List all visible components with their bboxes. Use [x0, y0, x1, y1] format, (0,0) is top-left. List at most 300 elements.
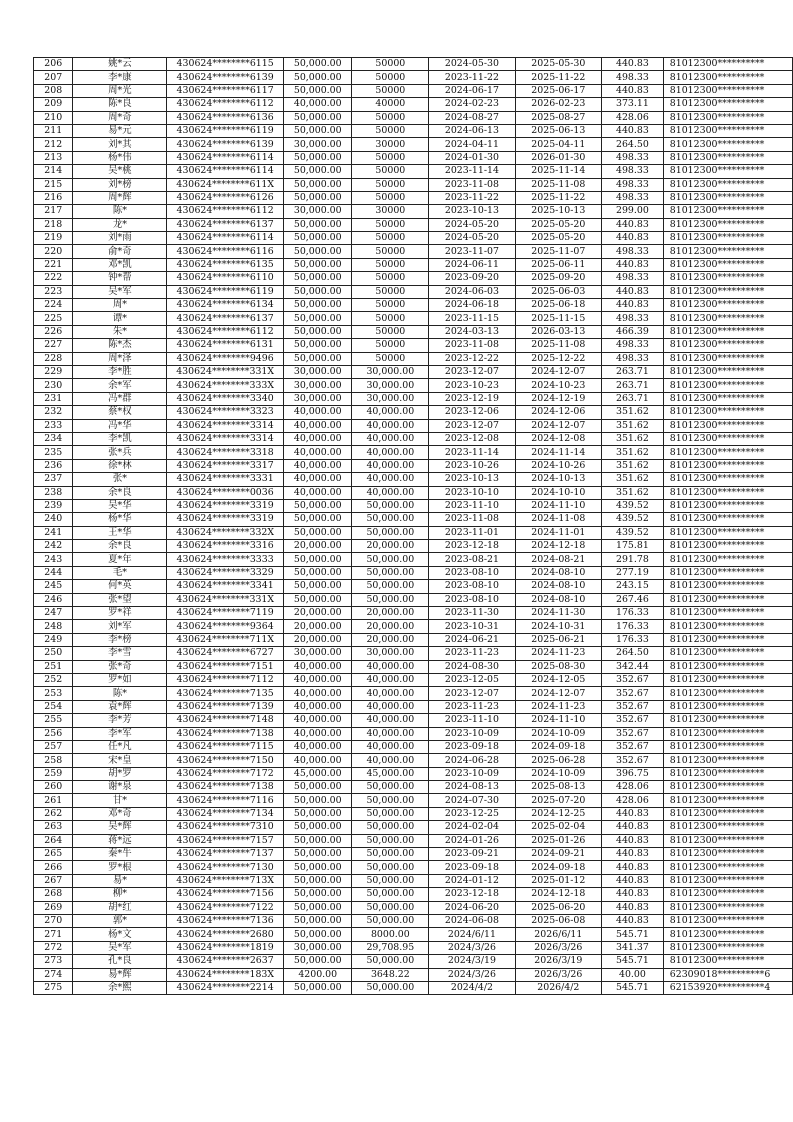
cell-balance: 50000 [352, 58, 429, 71]
cell-interest: 176.33 [602, 633, 664, 646]
cell-loan-amount: 40,000.00 [283, 714, 352, 727]
cell-id-number: 430624********0036 [167, 486, 284, 499]
cell-balance: 20,000.00 [352, 620, 429, 633]
cell-interest: 352.67 [602, 700, 664, 713]
cell-id-number: 430624********6114 [167, 232, 284, 245]
cell-end-date: 2025-08-13 [515, 781, 601, 794]
cell-account-number: 81012300********** [663, 191, 792, 204]
cell-loan-amount: 4200.00 [283, 968, 352, 981]
cell-borrower-name: 李*榜 [73, 633, 167, 646]
cell-balance: 40,000.00 [352, 486, 429, 499]
cell-account-number: 81012300********** [663, 486, 792, 499]
cell-start-date: 2023-10-13 [429, 473, 515, 486]
cell-row-number: 221 [34, 258, 73, 271]
cell-interest: 176.33 [602, 607, 664, 620]
cell-account-number: 81012300********** [663, 124, 792, 137]
cell-interest: 498.33 [602, 178, 664, 191]
cell-end-date: 2025-11-08 [515, 339, 601, 352]
cell-interest: 264.50 [602, 647, 664, 660]
cell-interest: 440.83 [602, 84, 664, 97]
cell-loan-amount: 50,000.00 [283, 285, 352, 298]
cell-start-date: 2023-12-07 [429, 365, 515, 378]
cell-borrower-name: 李*康 [73, 71, 167, 84]
table-row [34, 580, 793, 593]
cell-account-number: 81012300********** [663, 714, 792, 727]
table-row [34, 821, 793, 834]
cell-account-number: 81012300********** [663, 647, 792, 660]
cell-end-date: 2026-01-30 [515, 151, 601, 164]
cell-loan-amount: 50,000.00 [283, 151, 352, 164]
table-row [34, 151, 793, 164]
cell-row-number: 248 [34, 620, 73, 633]
cell-account-number: 81012300********** [663, 673, 792, 686]
loan-table [33, 57, 793, 995]
table-row [34, 165, 793, 178]
cell-balance: 50,000.00 [352, 513, 429, 526]
cell-interest: 175.81 [602, 540, 664, 553]
cell-interest: 545.71 [602, 928, 664, 941]
cell-loan-amount: 50,000.00 [283, 888, 352, 901]
cell-borrower-name: 易* [73, 874, 167, 887]
cell-borrower-name: 龙* [73, 218, 167, 231]
cell-end-date: 2024-12-25 [515, 807, 601, 820]
cell-loan-amount: 50,000.00 [283, 218, 352, 231]
table-row [34, 84, 793, 97]
cell-start-date: 2024-02-23 [429, 98, 515, 111]
cell-row-number: 219 [34, 232, 73, 245]
cell-end-date: 2024-08-21 [515, 553, 601, 566]
cell-row-number: 244 [34, 566, 73, 579]
cell-borrower-name: 吴*辉 [73, 821, 167, 834]
cell-balance: 40,000.00 [352, 727, 429, 740]
cell-balance: 40,000.00 [352, 406, 429, 419]
cell-borrower-name: 王*华 [73, 526, 167, 539]
cell-start-date: 2024-05-30 [429, 58, 515, 71]
table-row [34, 58, 793, 71]
cell-borrower-name: 俞*奇 [73, 245, 167, 258]
cell-balance: 50000 [352, 312, 429, 325]
cell-interest: 440.83 [602, 58, 664, 71]
table-row [34, 285, 793, 298]
table-row [34, 526, 793, 539]
cell-id-number: 430624********7130 [167, 861, 284, 874]
cell-borrower-name: 钟*帮 [73, 272, 167, 285]
cell-interest: 440.83 [602, 848, 664, 861]
cell-interest: 440.83 [602, 888, 664, 901]
cell-borrower-name: 吴*桃 [73, 165, 167, 178]
cell-end-date: 2025-06-20 [515, 901, 601, 914]
cell-interest: 440.83 [602, 299, 664, 312]
cell-loan-amount: 50,000.00 [283, 781, 352, 794]
cell-interest: 351.62 [602, 486, 664, 499]
cell-interest: 428.06 [602, 781, 664, 794]
cell-id-number: 430624********3319 [167, 513, 284, 526]
cell-balance: 40,000.00 [352, 673, 429, 686]
cell-row-number: 213 [34, 151, 73, 164]
cell-id-number: 430624********7138 [167, 727, 284, 740]
cell-end-date: 2024-09-21 [515, 848, 601, 861]
cell-borrower-name: 余*熙 [73, 981, 167, 994]
cell-loan-amount: 50,000.00 [283, 191, 352, 204]
cell-interest: 351.62 [602, 432, 664, 445]
cell-loan-amount: 50,000.00 [283, 352, 352, 365]
cell-balance: 8000.00 [352, 928, 429, 941]
cell-borrower-name: 杨*华 [73, 513, 167, 526]
cell-row-number: 234 [34, 432, 73, 445]
cell-account-number: 81012300********** [663, 941, 792, 954]
cell-start-date: 2024-05-20 [429, 218, 515, 231]
cell-start-date: 2023-12-18 [429, 540, 515, 553]
cell-row-number: 255 [34, 714, 73, 727]
cell-row-number: 241 [34, 526, 73, 539]
cell-balance: 50000 [352, 245, 429, 258]
cell-start-date: 2024-07-30 [429, 794, 515, 807]
table-row [34, 888, 793, 901]
cell-loan-amount: 50,000.00 [283, 834, 352, 847]
cell-id-number: 430624********6112 [167, 325, 284, 338]
cell-start-date: 2024-06-17 [429, 84, 515, 97]
cell-interest: 352.67 [602, 727, 664, 740]
cell-id-number: 430624********333X [167, 379, 284, 392]
cell-borrower-name: 刘*榜 [73, 178, 167, 191]
cell-loan-amount: 40,000.00 [283, 687, 352, 700]
cell-end-date: 2026-03-13 [515, 325, 601, 338]
cell-account-number: 81012300********** [663, 352, 792, 365]
cell-loan-amount: 20,000.00 [283, 620, 352, 633]
cell-account-number: 81012300********** [663, 915, 792, 928]
table-row [34, 848, 793, 861]
cell-id-number: 430624********7116 [167, 794, 284, 807]
cell-balance: 45,000.00 [352, 767, 429, 780]
cell-loan-amount: 30,000.00 [283, 647, 352, 660]
cell-id-number: 430624********6116 [167, 245, 284, 258]
cell-id-number: 430624********7115 [167, 740, 284, 753]
cell-interest: 498.33 [602, 191, 664, 204]
cell-end-date: 2024-08-10 [515, 580, 601, 593]
cell-account-number: 81012300********** [663, 754, 792, 767]
cell-account-number: 81012300********** [663, 245, 792, 258]
table-row [34, 687, 793, 700]
cell-row-number: 242 [34, 540, 73, 553]
cell-end-date: 2025-11-08 [515, 178, 601, 191]
cell-loan-amount: 40,000.00 [283, 740, 352, 753]
cell-row-number: 268 [34, 888, 73, 901]
cell-balance: 20,000.00 [352, 633, 429, 646]
cell-interest: 440.83 [602, 821, 664, 834]
cell-account-number: 81012300********** [663, 687, 792, 700]
table-row [34, 245, 793, 258]
cell-row-number: 212 [34, 138, 73, 151]
cell-interest: 440.83 [602, 901, 664, 914]
cell-loan-amount: 50,000.00 [283, 848, 352, 861]
cell-balance: 50,000.00 [352, 553, 429, 566]
cell-borrower-name: 张*奇 [73, 660, 167, 673]
cell-loan-amount: 45,000.00 [283, 767, 352, 780]
cell-balance: 50,000.00 [352, 888, 429, 901]
cell-id-number: 430624********6117 [167, 84, 284, 97]
cell-loan-amount: 50,000.00 [283, 58, 352, 71]
cell-start-date: 2024-06-20 [429, 901, 515, 914]
cell-account-number: 81012300********** [663, 767, 792, 780]
cell-borrower-name: 冯*华 [73, 419, 167, 432]
cell-row-number: 245 [34, 580, 73, 593]
cell-balance: 50000 [352, 325, 429, 338]
cell-start-date: 2023-10-26 [429, 459, 515, 472]
cell-balance: 50,000.00 [352, 915, 429, 928]
cell-start-date: 2024-06-13 [429, 124, 515, 137]
cell-row-number: 269 [34, 901, 73, 914]
cell-balance: 3648.22 [352, 968, 429, 981]
cell-account-number: 81012300********** [663, 633, 792, 646]
cell-end-date: 2024-12-08 [515, 432, 601, 445]
cell-borrower-name: 余*良 [73, 540, 167, 553]
cell-end-date: 2025-07-20 [515, 794, 601, 807]
cell-balance: 50000 [352, 339, 429, 352]
cell-row-number: 247 [34, 607, 73, 620]
cell-end-date: 2024-08-10 [515, 566, 601, 579]
cell-borrower-name: 罗*如 [73, 673, 167, 686]
table-row [34, 727, 793, 740]
cell-end-date: 2025-06-11 [515, 258, 601, 271]
cell-account-number: 62309018**********6 [663, 968, 792, 981]
cell-start-date: 2024/3/26 [429, 941, 515, 954]
table-row [34, 379, 793, 392]
cell-row-number: 246 [34, 593, 73, 606]
cell-balance: 40,000.00 [352, 660, 429, 673]
table-row [34, 807, 793, 820]
cell-start-date: 2023-11-10 [429, 714, 515, 727]
cell-interest: 264.50 [602, 138, 664, 151]
cell-account-number: 81012300********** [663, 821, 792, 834]
cell-end-date: 2025-06-18 [515, 299, 601, 312]
cell-balance: 50,000.00 [352, 861, 429, 874]
cell-end-date: 2025-06-21 [515, 633, 601, 646]
cell-loan-amount: 50,000.00 [283, 312, 352, 325]
cell-id-number: 430624********711X [167, 633, 284, 646]
cell-balance: 30000 [352, 205, 429, 218]
table-row [34, 446, 793, 459]
cell-balance: 50000 [352, 71, 429, 84]
cell-borrower-name: 李*芳 [73, 714, 167, 727]
cell-loan-amount: 50,000.00 [283, 513, 352, 526]
cell-account-number: 81012300********** [663, 218, 792, 231]
cell-account-number: 81012300********** [663, 888, 792, 901]
cell-interest: 40.00 [602, 968, 664, 981]
cell-account-number: 81012300********** [663, 446, 792, 459]
cell-id-number: 430624********6114 [167, 151, 284, 164]
cell-account-number: 81012300********** [663, 178, 792, 191]
cell-loan-amount: 50,000.00 [283, 299, 352, 312]
table-row [34, 205, 793, 218]
cell-borrower-name: 杨*伟 [73, 151, 167, 164]
cell-id-number: 430624********3317 [167, 459, 284, 472]
cell-start-date: 2023-10-31 [429, 620, 515, 633]
cell-loan-amount: 50,000.00 [283, 553, 352, 566]
cell-id-number: 430624********3333 [167, 553, 284, 566]
table-row [34, 459, 793, 472]
cell-interest: 440.83 [602, 874, 664, 887]
cell-row-number: 217 [34, 205, 73, 218]
cell-id-number: 430624********713X [167, 874, 284, 887]
cell-loan-amount: 50,000.00 [283, 71, 352, 84]
cell-balance: 30,000.00 [352, 392, 429, 405]
cell-id-number: 430624********3341 [167, 580, 284, 593]
cell-start-date: 2023-08-10 [429, 580, 515, 593]
table-row [34, 218, 793, 231]
cell-end-date: 2025-05-20 [515, 232, 601, 245]
cell-end-date: 2024-10-23 [515, 379, 601, 392]
cell-interest: 440.83 [602, 218, 664, 231]
cell-interest: 498.33 [602, 71, 664, 84]
table-row [34, 593, 793, 606]
cell-start-date: 2024-05-20 [429, 232, 515, 245]
cell-balance: 50,000.00 [352, 593, 429, 606]
cell-id-number: 430624********7137 [167, 848, 284, 861]
cell-end-date: 2024-11-14 [515, 446, 601, 459]
cell-start-date: 2023-11-23 [429, 647, 515, 660]
cell-interest: 176.33 [602, 620, 664, 633]
cell-end-date: 2025-04-11 [515, 138, 601, 151]
cell-start-date: 2024/6/11 [429, 928, 515, 941]
table-row [34, 124, 793, 137]
cell-id-number: 430624********3316 [167, 540, 284, 553]
cell-end-date: 2025-11-22 [515, 71, 601, 84]
cell-start-date: 2024-01-30 [429, 151, 515, 164]
cell-start-date: 2024-02-04 [429, 821, 515, 834]
table-row [34, 794, 793, 807]
cell-id-number: 430624********3340 [167, 392, 284, 405]
cell-id-number: 430624********6126 [167, 191, 284, 204]
cell-interest: 351.62 [602, 406, 664, 419]
cell-loan-amount: 50,000.00 [283, 526, 352, 539]
cell-loan-amount: 40,000.00 [283, 98, 352, 111]
cell-id-number: 430624********7157 [167, 834, 284, 847]
cell-end-date: 2025-01-26 [515, 834, 601, 847]
cell-start-date: 2024-06-28 [429, 754, 515, 767]
cell-interest: 498.33 [602, 272, 664, 285]
cell-id-number: 430624********6115 [167, 58, 284, 71]
cell-loan-amount: 50,000.00 [283, 580, 352, 593]
cell-id-number: 430624********2680 [167, 928, 284, 941]
cell-loan-amount: 40,000.00 [283, 727, 352, 740]
cell-end-date: 2024-11-23 [515, 700, 601, 713]
cell-balance: 40,000.00 [352, 419, 429, 432]
cell-end-date: 2024-12-07 [515, 687, 601, 700]
cell-loan-amount: 50,000.00 [283, 325, 352, 338]
table-row [34, 513, 793, 526]
cell-row-number: 216 [34, 191, 73, 204]
cell-balance: 30,000.00 [352, 647, 429, 660]
cell-end-date: 2024-10-13 [515, 473, 601, 486]
cell-account-number: 81012300********** [663, 285, 792, 298]
cell-loan-amount: 50,000.00 [283, 272, 352, 285]
cell-id-number: 430624********6119 [167, 124, 284, 137]
cell-start-date: 2023-12-07 [429, 687, 515, 700]
cell-row-number: 233 [34, 419, 73, 432]
cell-row-number: 225 [34, 312, 73, 325]
cell-start-date: 2024/4/2 [429, 981, 515, 994]
cell-row-number: 273 [34, 955, 73, 968]
cell-start-date: 2023-12-05 [429, 673, 515, 686]
cell-start-date: 2023-09-20 [429, 272, 515, 285]
cell-balance: 50,000.00 [352, 821, 429, 834]
cell-id-number: 430624********6137 [167, 312, 284, 325]
cell-loan-amount: 30,000.00 [283, 138, 352, 151]
cell-interest: 440.83 [602, 258, 664, 271]
cell-borrower-name: 谢*泉 [73, 781, 167, 794]
cell-row-number: 209 [34, 98, 73, 111]
cell-start-date: 2023-11-22 [429, 191, 515, 204]
cell-balance: 50,000.00 [352, 874, 429, 887]
cell-balance: 30,000.00 [352, 365, 429, 378]
cell-start-date: 2023-12-19 [429, 392, 515, 405]
cell-balance: 40,000.00 [352, 740, 429, 753]
cell-row-number: 226 [34, 325, 73, 338]
table-row [34, 928, 793, 941]
cell-loan-amount: 50,000.00 [283, 111, 352, 124]
cell-interest: 263.71 [602, 365, 664, 378]
cell-id-number: 430624********331X [167, 365, 284, 378]
cell-interest: 498.33 [602, 312, 664, 325]
cell-interest: 498.33 [602, 352, 664, 365]
cell-account-number: 81012300********** [663, 566, 792, 579]
cell-row-number: 254 [34, 700, 73, 713]
cell-loan-amount: 50,000.00 [283, 245, 352, 258]
cell-row-number: 220 [34, 245, 73, 258]
cell-row-number: 232 [34, 406, 73, 419]
cell-balance: 40,000.00 [352, 473, 429, 486]
table-row [34, 740, 793, 753]
cell-start-date: 2023-11-07 [429, 245, 515, 258]
table-row [34, 566, 793, 579]
cell-row-number: 223 [34, 285, 73, 298]
cell-balance: 50,000.00 [352, 807, 429, 820]
cell-account-number: 81012300********** [663, 660, 792, 673]
cell-end-date: 2024-12-18 [515, 540, 601, 553]
table-row [34, 352, 793, 365]
cell-account-number: 81012300********** [663, 205, 792, 218]
cell-start-date: 2023-11-22 [429, 71, 515, 84]
table-row [34, 272, 793, 285]
cell-row-number: 208 [34, 84, 73, 97]
cell-borrower-name: 陈* [73, 687, 167, 700]
cell-row-number: 231 [34, 392, 73, 405]
cell-balance: 20,000.00 [352, 607, 429, 620]
cell-borrower-name: 毛* [73, 566, 167, 579]
cell-start-date: 2023-09-18 [429, 861, 515, 874]
cell-account-number: 81012300********** [663, 740, 792, 753]
cell-end-date: 2024-10-10 [515, 486, 601, 499]
cell-end-date: 2025-05-30 [515, 58, 601, 71]
cell-balance: 50,000.00 [352, 566, 429, 579]
table-row [34, 258, 793, 271]
table-row [34, 339, 793, 352]
cell-borrower-name: 余*良 [73, 486, 167, 499]
cell-id-number: 430624********7135 [167, 687, 284, 700]
cell-balance: 50,000.00 [352, 794, 429, 807]
cell-row-number: 224 [34, 299, 73, 312]
cell-balance: 50,000.00 [352, 901, 429, 914]
cell-end-date: 2025-11-15 [515, 312, 601, 325]
cell-balance: 30000 [352, 138, 429, 151]
cell-account-number: 81012300********** [663, 406, 792, 419]
cell-borrower-name: 刘*其 [73, 138, 167, 151]
cell-interest: 498.33 [602, 165, 664, 178]
cell-borrower-name: 李*胜 [73, 365, 167, 378]
cell-end-date: 2025-11-14 [515, 165, 601, 178]
cell-interest: 439.52 [602, 499, 664, 512]
cell-account-number: 81012300********** [663, 794, 792, 807]
